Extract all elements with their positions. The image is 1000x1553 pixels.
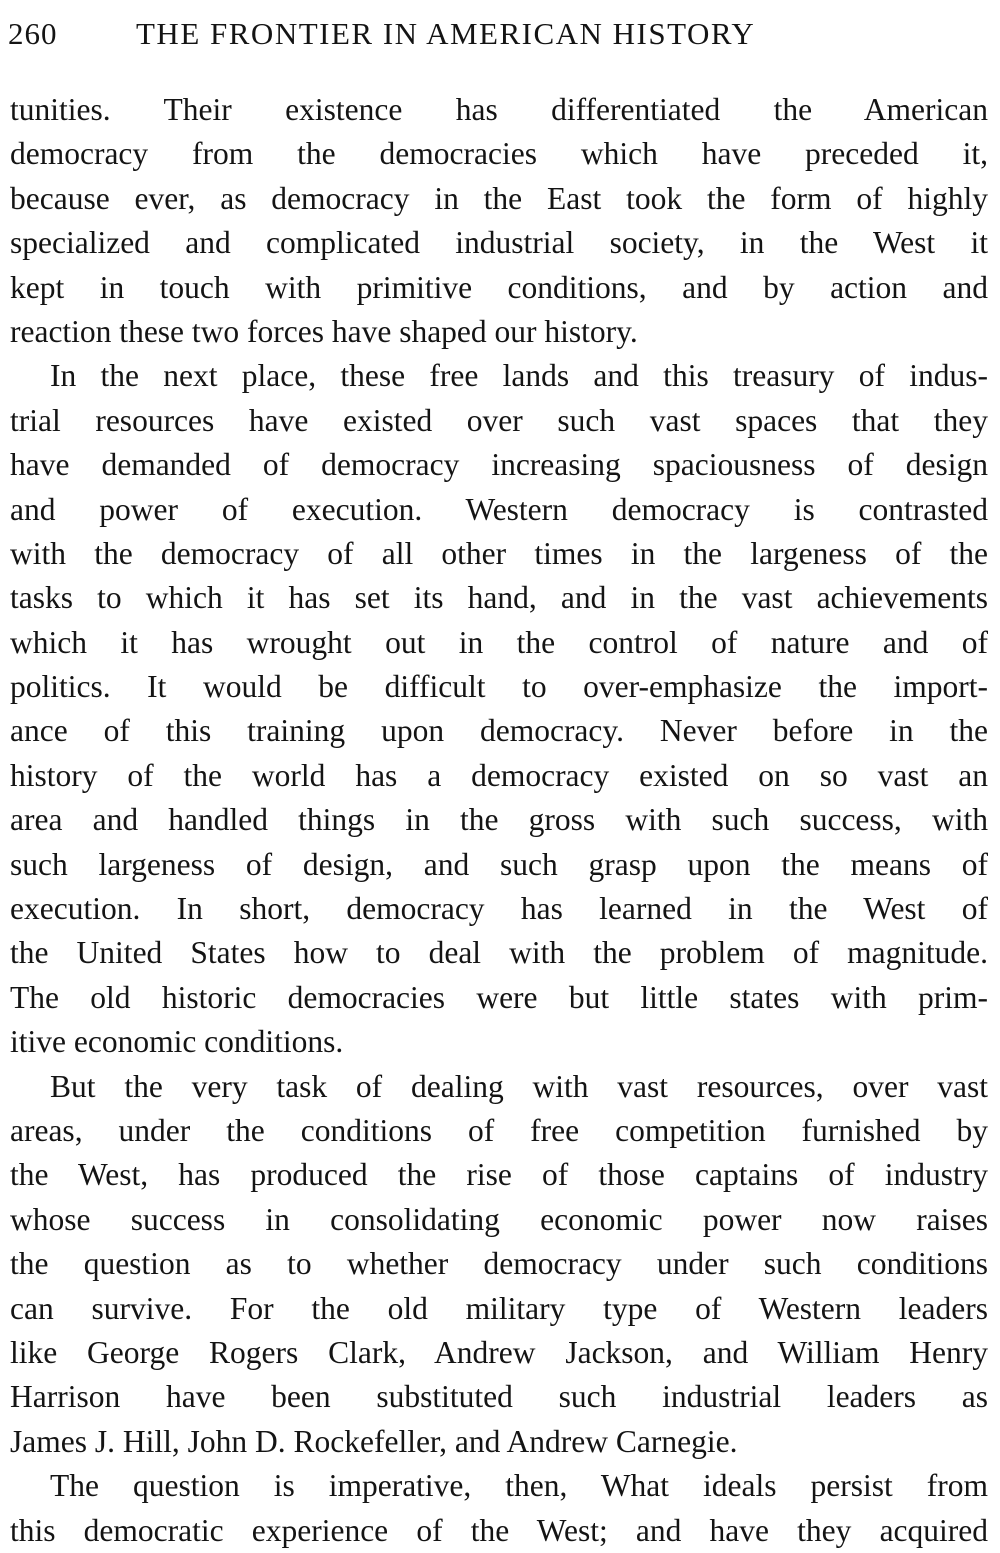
text-line: Harrison have been substituted such industrial leaders as <box>10 1379 988 1415</box>
text-line: kept in touch with primitive conditions, and by action and <box>10 269 988 305</box>
text-line: execution. In short, democracy has learned in the West of <box>10 891 988 927</box>
text-line: which it has wrought out in the control of nature and of <box>10 624 988 660</box>
text-line: and power of execution. Western democracy is contrasted <box>10 491 988 527</box>
text-line: reaction these two forces have shaped our history. <box>10 313 638 349</box>
text-line: tunities. Their existence has differentiated the American <box>10 92 988 127</box>
text-line: itive economic conditions. <box>10 1024 344 1060</box>
text-line: this democratic experience of the West; and have they acquired <box>10 1512 988 1548</box>
text-line: The question is imperative, then, What ideals persist from <box>50 1468 988 1504</box>
running-title: THE FRONTIER IN AMERICAN HISTORY <box>136 16 756 51</box>
paragraph <box>10 354 988 1064</box>
text-line: trial resources have existed over such vast spaces that they <box>10 402 988 438</box>
text-line: In the next place, these free lands and this treasury of indus- <box>50 358 988 394</box>
text-line: because ever, as democracy in the East took the form of highly <box>10 180 988 216</box>
paragraph <box>10 88 988 354</box>
text-line: ance of this training upon democracy. Never before in the <box>10 713 988 749</box>
page-body <box>10 88 988 1553</box>
text-line: tasks to which it has set its hand, and in the vast achievements <box>10 580 988 616</box>
text-line: the United States how to deal with the problem of magnitude. <box>10 935 988 971</box>
paragraph <box>10 1464 988 1553</box>
paragraph <box>10 1065 988 1465</box>
text-line: politics. It would be difficult to over-emphasize the import- <box>10 669 988 705</box>
text-line: such largeness of design, and such grasp upon the means of <box>10 846 988 882</box>
text-line: history of the world has a democracy existed on so vast an <box>10 757 988 793</box>
text-line: The old historic democracies were but little states with prim- <box>10 979 988 1015</box>
text-line: the question as to whether democracy under such conditions <box>10 1246 988 1282</box>
text-line: But the very task of dealing with vast resources, over vast <box>50 1068 988 1104</box>
page-header <box>8 8 988 52</box>
text-line: specialized and complicated industrial society, in the West it <box>10 225 988 261</box>
text-line: whose success in consolidating economic power now raises <box>10 1201 988 1237</box>
text-line: James J. Hill, John D. Rockefeller, and Andrew Carnegie. <box>10 1423 738 1459</box>
text-line: area and handled things in the gross with such success, with <box>10 802 988 838</box>
text-line: can survive. For the old military type of Western leaders <box>10 1290 988 1326</box>
text-line: areas, under the conditions of free competition furnished by <box>10 1112 988 1148</box>
text-line: democracy from the democracies which have preceded it, <box>10 136 988 172</box>
text-line: have demanded of democracy increasing spaciousness of design <box>10 447 988 483</box>
text-line: like George Rogers Clark, Andrew Jackson, and William Henry <box>10 1334 988 1370</box>
page-number: 260 <box>8 16 58 51</box>
text-line: with the democracy of all other times in the largeness of the <box>10 535 988 571</box>
text-line: the West, has produced the rise of those captains of industry <box>10 1157 988 1193</box>
